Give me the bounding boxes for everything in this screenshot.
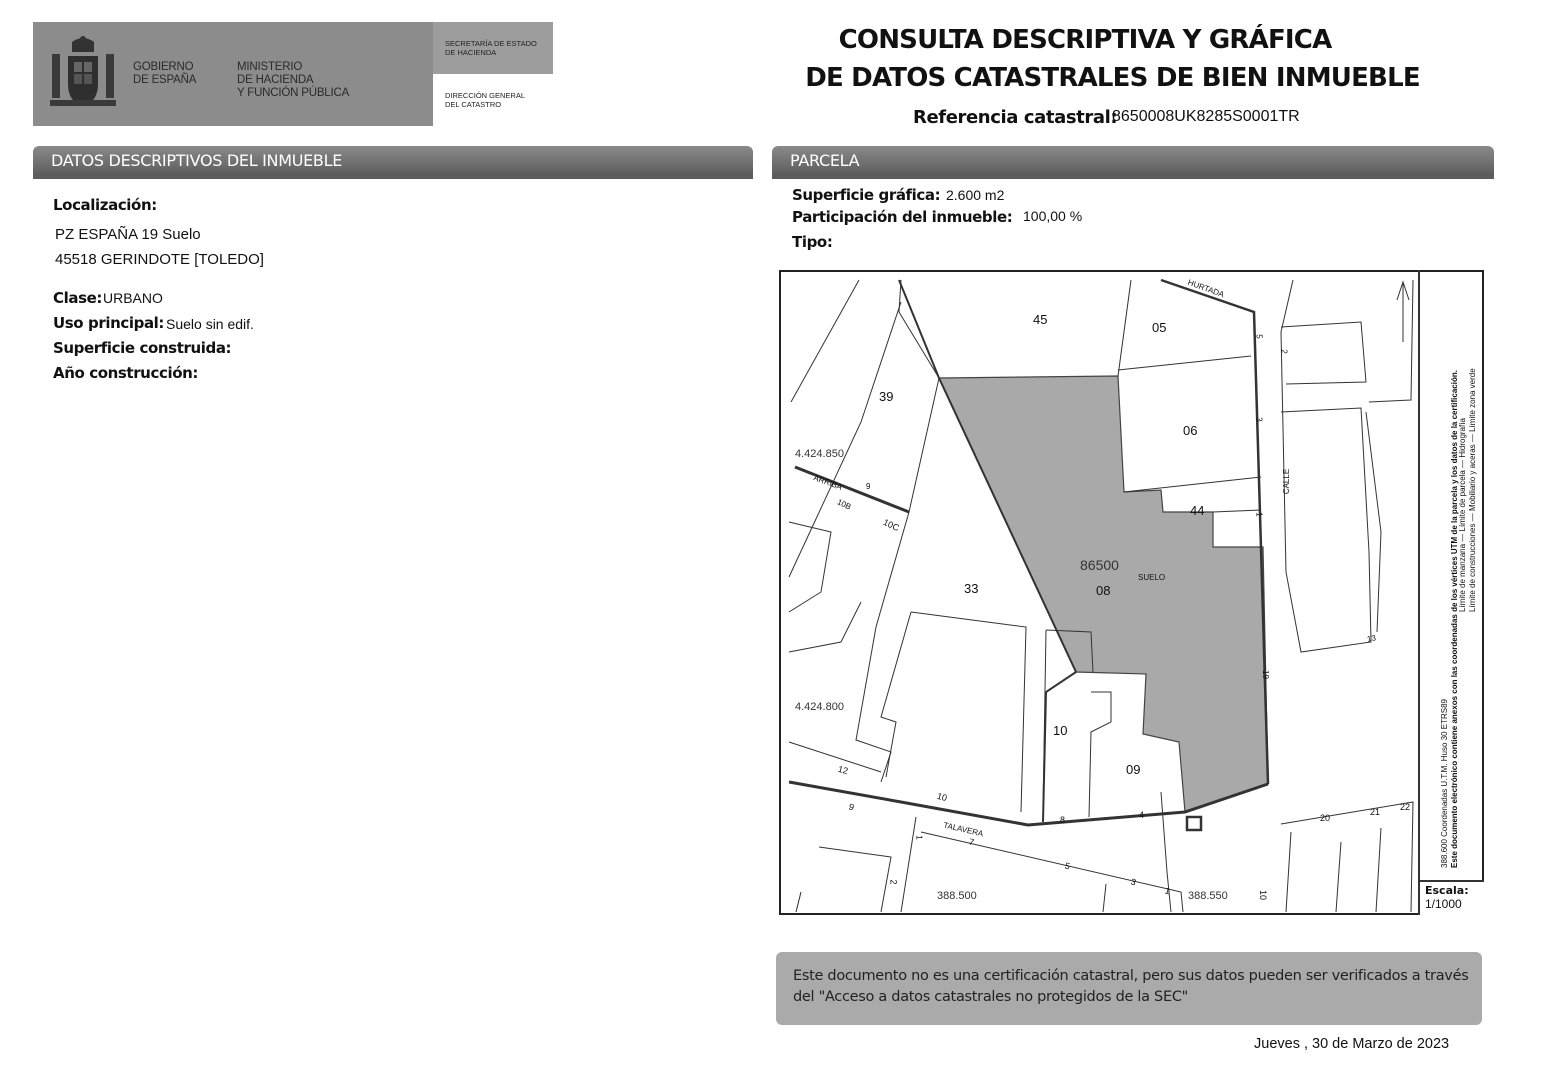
house-number: 1 [914,835,924,840]
coord-y-top: 4.424.850 [795,448,844,460]
coord-x-legend: 388.600 [1440,839,1449,868]
house-number: 22 [1400,802,1411,812]
gov-line1: GOBIERNO [133,61,194,73]
street-hurtada: HURTADA [1186,277,1226,300]
cadastral-ref-label: Referencia catastral: [913,107,1118,128]
parcel-number: 06 [1183,423,1198,438]
house-number: 12 [836,763,850,777]
class-label: Clase: [53,289,102,307]
parcel-number: 44 [1190,503,1205,518]
coat-of-arms-icon [48,34,118,114]
street-talavera: TALAVERA [942,820,985,839]
year-built-label: Año construcción: [53,364,198,382]
ministry-line2: DE HACIENDA [237,74,314,86]
house-number: 9 [847,801,856,813]
scale-label: Escala: [1425,884,1469,897]
house-number: 2 [888,879,899,885]
parcel-number: 45 [1033,312,1048,327]
house-number: 10B [835,497,853,512]
document-title-line1: CONSULTA DESCRIPTIVA Y GRÁFICA [838,25,1332,55]
legend-coords-note: Coordenadas U.T.M. Huso 30 ETRS89 [1440,699,1449,837]
house-number: 9 [866,482,871,491]
document-title-line2: DE DATOS CATASTRALES DE BIEN INMUEBLE [805,63,1420,93]
type-label: Tipo: [792,233,833,251]
legend-item: Mobiliario y aceras [1468,444,1477,512]
house-number: 5 [1254,334,1264,339]
house-number: 21 [1370,807,1381,817]
scale-value: 1/1000 [1425,897,1462,911]
parcel-number: 09 [1126,762,1141,777]
ministry-line3: Y FUNCIÓN PÚBLICA [237,87,350,99]
secretary-line1: SECRETARÍA DE ESTADO [445,39,537,48]
house-number: 20 [1320,813,1331,823]
disclaimer-text: Este documento no es una certificación catastral, pero sus datos pueden ser verificados a través del "Acceso a datos catastrales no protegidos de la SEC" [793,968,1469,1005]
cadastral-map [779,270,1484,915]
parcel-plan [781,272,1484,915]
location-label: Localización: [53,196,157,214]
scale-box [1418,880,1484,915]
legend-item: Hidrografía [1458,418,1467,458]
house-number: 7 [967,836,976,848]
parcel-number: 10 [1053,723,1068,738]
use-value: Suelo sin edif. [166,316,254,332]
address-line2: 45518 GERINDOTE [TOLEDO] [55,251,264,268]
main-parcel-sub: 08 [1096,583,1111,598]
street-arriba: ARRIBA [812,473,844,492]
section-divider [772,174,1494,179]
direction-line1: DIRECCIÓN GENERAL [445,91,526,100]
house-number: 10C [881,516,901,534]
direction-line2: DEL CATASTRO [445,100,502,109]
coord-x-right: 388.550 [1188,890,1228,902]
descriptive-section-header: DATOS DESCRIPTIVOS DEL INMUEBLE [33,146,753,174]
coord-x-left: 388.500 [937,890,977,902]
house-number: 3 [1129,876,1138,888]
ministry-line1: MINISTERIO [237,61,303,73]
coord-y-bottom: 4.424.800 [795,701,844,713]
graphic-area-value: 2.600 m2 [946,187,1005,203]
house-number: 10 [1258,889,1269,901]
cadastral-ref-value: 8650008UK8285S0001TR [1112,108,1300,125]
legend-item: Límite de construcciones [1468,523,1477,612]
secretary-line2: DE HACIENDA [445,48,497,57]
house-number: 5 [1063,860,1072,872]
house-number: 19 [1260,670,1270,679]
legend-divider [1418,270,1420,882]
house-number: 1 [1254,512,1264,517]
house-number: 2 [1279,349,1289,354]
map-legend: 388.600 Coordenadas U.T.M. Huso 30 ETRS89 Este documento electrónico contiene anexos con las coordenadas de los vértices UTM de la parcela y los datos de la certificación. Límite de manzana — Límite de parcela — Hidrografía Límite de construcciones — Mobiliario y aceras — Límite zona verde [1440,288,1478,868]
parcel-number: 33 [964,581,979,596]
house-number: 1 [1163,885,1172,897]
section-divider [33,174,753,179]
legend-item: Límite zona verde [1468,368,1477,432]
main-parcel-use: SUELO [1138,573,1166,582]
parcel-section-header: PARCELA [772,146,1494,174]
street-calle: CALLE [1282,468,1292,495]
gov-line2: DE ESPAÑA [133,74,197,86]
legend-annex-note: Este documento electrónico contiene anexos con las coordenadas de los vértices UTM de la parcela y los datos de la certificación. [1450,370,1459,868]
class-value: URBANO [103,290,163,306]
address-line1: PZ ESPAÑA 19 Suelo [55,226,201,243]
house-number: 4 [1139,810,1145,820]
participation-value: 100,00 % [1023,208,1083,224]
use-label: Uso principal: [53,314,165,332]
parcel-number: 05 [1152,320,1167,335]
main-parcel-code: 86500 [1080,557,1119,573]
built-area-label: Superficie construida: [53,339,232,357]
legend-item: Límite de manzana [1458,543,1467,612]
house-number: 13 [1366,633,1377,644]
participation-label: Participación del inmueble: [792,208,1013,226]
house-number: 10 [935,790,949,804]
document-date: Jueves , 30 de Marzo de 2023 [1254,1036,1450,1052]
graphic-area-label: Superficie gráfica: [792,186,941,204]
house-number: 8 [1060,815,1066,825]
parcel-number: 39 [879,389,894,404]
house-number: 3 [1254,417,1264,422]
legend-item: Límite de parcela [1458,470,1467,532]
